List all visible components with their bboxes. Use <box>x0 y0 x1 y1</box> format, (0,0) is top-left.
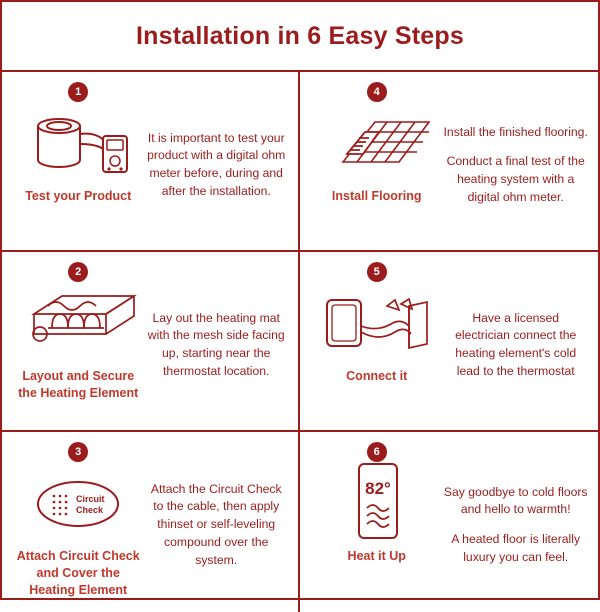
circuit-check-device-text: Circuit <box>76 494 105 504</box>
step-2-visual <box>12 260 144 402</box>
step-2-paragraph-1: Lay out the heating mat with the mesh side facing up, starting near the thermostat location. <box>147 310 285 378</box>
page-title: Installation in 6 Easy Steps <box>136 21 464 50</box>
thermostat-wiring-icon <box>317 288 437 362</box>
tile-flooring-icon <box>317 108 437 182</box>
step-4-paragraph-1: Install the finished flooring. <box>443 124 588 139</box>
step-2-number: 2 <box>68 262 88 282</box>
step-4-paragraph-2: Conduct a final test of the heating system with a digital ohm meter. <box>446 154 585 204</box>
step-1-text <box>144 80 288 240</box>
step-card-3 <box>2 432 300 612</box>
step-1-number: 1 <box>68 82 88 102</box>
step-6-text <box>443 440 588 600</box>
step-4-number: 4 <box>367 82 387 102</box>
step-5-number: 5 <box>367 262 387 282</box>
step-2-label: Layout and Secure the Heating Element <box>18 369 139 400</box>
step-3-visual <box>12 440 144 599</box>
step-6-paragraph-2: A heated floor is literally luxury you can feel. <box>451 532 581 564</box>
circuit-check-device-icon <box>18 468 138 542</box>
step-6-paragraph-1: Say goodbye to cold floors and hello to warmth! <box>443 484 588 517</box>
step-5-label: Connect it <box>346 369 408 383</box>
thermostat-temperature-text: 82° <box>364 479 391 498</box>
step-card-4 <box>300 72 598 252</box>
step-6-label: Heat it Up <box>347 549 406 563</box>
step-6-number: 6 <box>367 442 387 462</box>
step-1-label: Test your Product <box>25 189 132 203</box>
step-4-visual <box>310 80 443 205</box>
step-5-paragraph-1: Have a licensed electrician connect the heating element's cold lead to the thermostat <box>455 310 577 378</box>
step-card-5 <box>300 252 598 432</box>
step-4-label: Install Flooring <box>331 189 422 203</box>
step-5-visual <box>310 260 443 385</box>
step-2-text <box>144 260 288 420</box>
step-3-paragraph-1: Attach the Circuit Check to the cable, then apply thinset or self-leveling compound over the system. <box>150 481 282 567</box>
ohm-meter-and-cable-spool-icon <box>23 108 133 182</box>
step-5-text <box>443 260 588 420</box>
step-3-number: 3 <box>68 442 88 462</box>
step-6-visual <box>310 440 443 565</box>
thermostat-display-icon <box>317 468 437 542</box>
step-card-6 <box>300 432 598 612</box>
svg-text:Check: Check <box>76 505 104 515</box>
heating-mat-roll-icon <box>18 288 138 362</box>
step-1-visual <box>12 80 144 205</box>
step-3-text <box>144 440 288 600</box>
step-3-label: Attach Circuit Check and Cover the Heating Element <box>16 549 140 597</box>
step-card-1 <box>2 72 300 252</box>
steps-grid <box>2 70 598 612</box>
step-card-2 <box>2 252 300 432</box>
step-4-text <box>443 80 588 240</box>
step-1-paragraph-1: It is important to test your product with a digital ohm meter before, during and after the installation. <box>147 130 286 198</box>
